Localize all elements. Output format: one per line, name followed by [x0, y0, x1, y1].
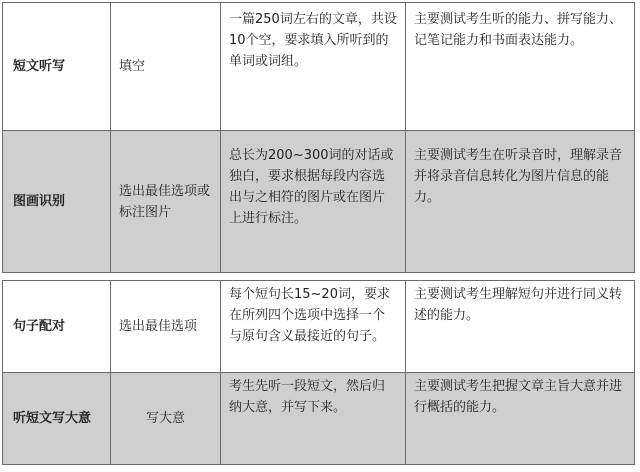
exam-table-top: [2, 2, 635, 273]
tested-ability: 主要测试考生在听录音时，理解录音并将录音信息转化为图片信息的能力。: [406, 131, 635, 273]
section-description: 总长为200~300词的对话或独白，要求根据每段内容选出与之相符的图片或在图片上进行标注。: [221, 131, 406, 273]
tested-ability: 主要测试考生理解短句并进行同义转述的能力。: [406, 281, 635, 373]
section-name: 听短文写大意: [3, 373, 111, 465]
tested-ability: 主要测试考生听的能力、拼写能力、记笔记能力和书面表达能力。: [406, 3, 635, 131]
answer-format: 填空: [111, 3, 221, 131]
answer-format: 写大意: [111, 373, 221, 465]
section-description: 考生先听一段短文，然后归纳大意，并写下来。: [221, 373, 406, 465]
section-description: 每个短句长15~20词，要求在所列四个选项中选择一个与原句含义最接近的句子。: [221, 281, 406, 373]
section-description: 一篇250词左右的文章，共设10个空，要求填入所听到的单词或词组。: [221, 3, 406, 131]
answer-format: 选出最佳选项: [111, 281, 221, 373]
table-row: [3, 131, 635, 273]
section-name: 句子配对: [3, 281, 111, 373]
table-row: [3, 3, 635, 131]
section-name: 短文听写: [3, 3, 111, 131]
answer-format: 选出最佳选项或标注图片: [111, 131, 221, 273]
table-row: [3, 281, 635, 373]
tested-ability: 主要测试考生把握文章主旨大意并进行概括的能力。: [406, 373, 635, 465]
section-name: 图画识别: [3, 131, 111, 273]
table-row: [3, 373, 635, 465]
exam-table-bottom: [2, 280, 635, 465]
